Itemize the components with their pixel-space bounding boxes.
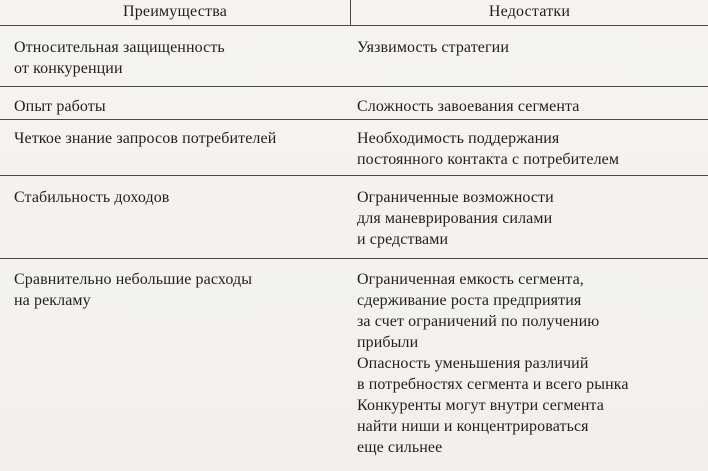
row-3-disadvantages-line-2: постоянного контакта с потребителем: [357, 151, 620, 168]
row-4-disadvantages: [357, 187, 702, 250]
row-1-advantages-line-2: от конкуренции: [14, 60, 123, 77]
row-5-advantages-line-2: на рекламу: [14, 292, 91, 309]
row-2-disadvantages: [357, 96, 702, 117]
row-5-disadvantages: [357, 269, 702, 458]
header-divider: [0, 25, 708, 26]
row-3-advantages-line-1: Четкое знание запросов потребителей: [14, 130, 277, 147]
row-1-advantages: [14, 37, 344, 79]
row-3-disadvantages-line-1: Необходимость поддержания: [357, 130, 560, 147]
row-2-disadvantages-line-1: Сложность завоевания сегмента: [357, 98, 580, 115]
row-3-advantages: [14, 128, 344, 149]
row-5-disadvantages-line-8: найти ниши и концентрироваться: [357, 418, 589, 435]
row-4-disadvantages-line-1: Ограниченные возможности: [357, 189, 554, 206]
row-5-disadvantages-line-9: еще сильнее: [357, 439, 443, 456]
row-divider-4: [0, 258, 708, 259]
row-divider-3: [0, 175, 708, 176]
row-4-advantages-line-1: Стабильность доходов: [14, 189, 170, 206]
row-5-advantages: [14, 269, 344, 311]
row-1-disadvantages-line-1: Уязвимость стратегии: [357, 39, 509, 56]
disadvantages-header: Недостатки: [488, 3, 571, 20]
advantages-header: Преимущества: [122, 3, 228, 20]
row-5-advantages-line-1: Сравнительно небольшие расходы: [14, 271, 253, 288]
row-5-disadvantages-line-5: Опасность уменьшения различий: [357, 355, 589, 372]
row-5-disadvantages-line-7: Конкуренты могут внутри сегмента: [357, 397, 604, 414]
row-3-disadvantages: [357, 128, 702, 170]
row-5-disadvantages-line-1: Ограниченная емкость сегмента,: [357, 271, 584, 288]
row-divider-2: [0, 119, 708, 120]
row-2-advantages-line-1: Опыт работы: [14, 98, 106, 115]
row-5-disadvantages-line-3: за счет ограничений по получению: [357, 313, 600, 330]
row-1-advantages-line-1: Относительная защищенность: [14, 39, 225, 56]
row-4-disadvantages-line-2: для маневрирования силами: [357, 210, 553, 227]
row-5-disadvantages-line-2: сдерживание роста предприятия: [357, 292, 582, 309]
row-5-disadvantages-line-6: в потребностях сегмента и всего рынка: [357, 376, 629, 393]
row-5-disadvantages-line-4: прибыли: [357, 334, 419, 351]
row-2-advantages: [14, 96, 344, 117]
row-4-advantages: [14, 187, 344, 208]
row-1-disadvantages: [357, 37, 702, 58]
row-divider-1: [0, 86, 708, 87]
row-4-disadvantages-line-3: и средствами: [357, 231, 449, 248]
